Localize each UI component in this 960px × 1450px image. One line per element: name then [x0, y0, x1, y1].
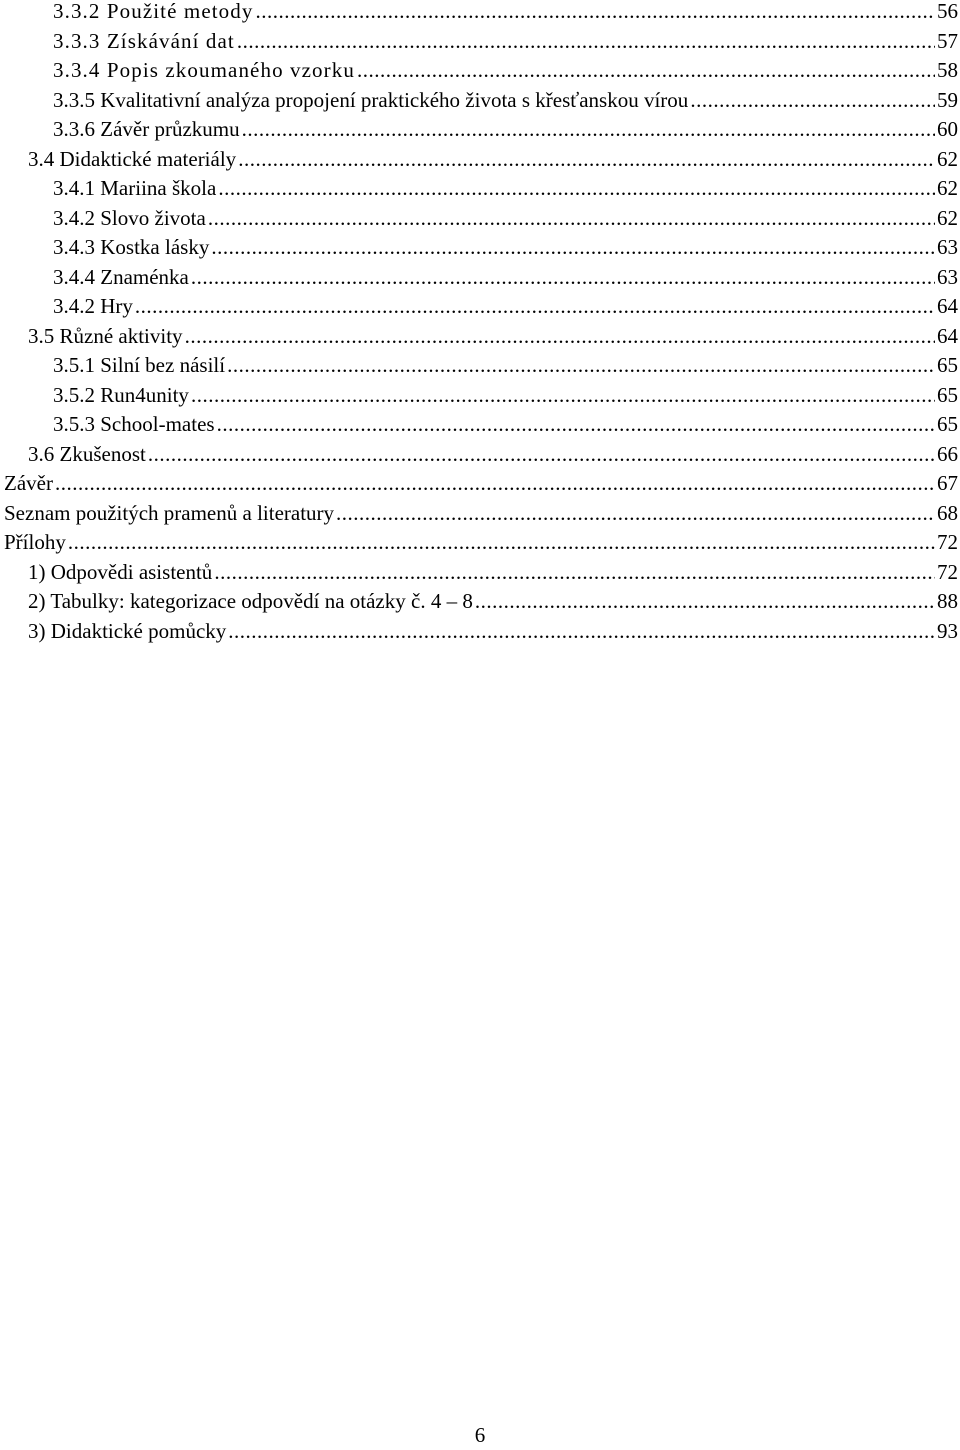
toc-entry [4, 469, 958, 499]
toc-entry-page: 64 [937, 323, 958, 348]
toc-entry-page: 65 [937, 412, 958, 436]
toc-entry-title: Závěr [4, 471, 53, 495]
toc-entry [4, 499, 958, 529]
toc-entry-title: 3.3.6 Závěr průzkumu [53, 117, 240, 141]
toc-entry-page: 58 [937, 58, 958, 82]
toc-entry [4, 263, 958, 293]
toc-entry-title: 3.5.3 School-mates [53, 412, 215, 436]
toc-leader-dots [191, 381, 935, 411]
toc-entry-title: 3.4.4 Znaménka [53, 264, 189, 289]
toc-entry-title: 1) Odpovědi asistentů [28, 559, 213, 584]
toc-leader-dots [68, 528, 935, 558]
toc-entry [4, 528, 958, 558]
toc-entry-page: 72 [937, 559, 958, 584]
toc-entry-page: 65 [937, 382, 958, 407]
toc-entry [4, 351, 958, 381]
toc-entry-page: 64 [937, 294, 958, 318]
toc-entry-title: 2) Tabulky: kategorizace odpovědí na otázky č. 4 – 8 [28, 589, 473, 613]
toc-entry-page: 62 [937, 146, 958, 171]
toc-entry-page: 62 [937, 205, 958, 230]
toc-entry-page: 68 [937, 500, 958, 525]
toc-entry [4, 204, 958, 234]
toc-entry-page: 66 [937, 441, 958, 466]
toc-entry [4, 292, 958, 322]
toc-entry-title: 3.3.5 Kvalitativní analýza propojení praktického života s křesťanskou vírou [53, 87, 689, 112]
toc-entry-title: 3.6 Zkušenost [28, 441, 146, 466]
toc-leader-dots [55, 469, 935, 499]
toc-leader-dots [208, 204, 935, 234]
toc-leader-dots [336, 499, 935, 529]
toc-entry-title: Přílohy [4, 530, 66, 554]
toc-leader-dots [227, 351, 935, 381]
toc-entry [4, 617, 958, 647]
toc-leader-dots [148, 440, 935, 470]
toc-entry [4, 174, 958, 204]
toc-leader-dots [135, 292, 935, 322]
toc-entry-title: 3.5 Různé aktivity [28, 323, 183, 348]
toc-entry-title: 3.3.3 Získávání dat [53, 28, 235, 53]
toc-entry [4, 27, 958, 57]
toc-entry [4, 86, 958, 116]
toc-entry-page: 93 [937, 618, 958, 643]
toc-entry-page: 60 [937, 117, 958, 141]
toc-entry [4, 145, 958, 175]
toc-entry-title: 3.5.1 Silní bez násilí [53, 353, 226, 377]
toc-entry-page: 63 [937, 235, 958, 259]
toc-entry-title: 3.4.2 Hry [53, 294, 133, 318]
toc-leader-dots [185, 322, 935, 352]
toc-leader-dots [475, 587, 935, 617]
toc-entry-title: 3.4.1 Mariina škola [53, 176, 217, 200]
toc-entry-title: Seznam použitých pramenů a literatury [4, 500, 335, 525]
page-number: 6 [474, 1423, 486, 1447]
toc-entry [4, 558, 958, 588]
table-of-contents [4, 0, 958, 646]
toc-entry-page: 59 [937, 87, 958, 112]
toc-leader-dots [214, 558, 935, 588]
toc-entry-title: 3.3.4 Popis zkoumaného vzorku [53, 58, 355, 82]
toc-entry-title: 3.4 Didaktické materiály [28, 146, 237, 171]
toc-entry-page: 63 [937, 264, 958, 289]
toc-leader-dots [211, 233, 935, 263]
toc-entry [4, 381, 958, 411]
toc-entry [4, 587, 958, 617]
toc-entry [4, 410, 958, 440]
toc-leader-dots [191, 263, 935, 293]
toc-leader-dots [255, 0, 935, 27]
toc-entry-page: 56 [937, 0, 958, 23]
toc-leader-dots [238, 145, 935, 175]
toc-leader-dots [217, 410, 935, 440]
toc-leader-dots [357, 56, 935, 86]
toc-entry [4, 233, 958, 263]
toc-entry [4, 115, 958, 145]
toc-entry-page: 65 [937, 353, 958, 377]
toc-entry-page: 88 [937, 589, 958, 613]
toc-leader-dots [690, 86, 935, 116]
toc-entry [4, 0, 958, 27]
toc-leader-dots [242, 115, 935, 145]
toc-entry-page: 57 [937, 28, 958, 53]
toc-entry [4, 440, 958, 470]
toc-entry-title: 3.3.2 Použité metody [53, 0, 254, 23]
toc-entry [4, 56, 958, 86]
toc-leader-dots [237, 27, 935, 57]
toc-leader-dots [218, 174, 935, 204]
toc-entry-title: 3.4.2 Slovo života [53, 205, 206, 230]
toc-entry-page: 67 [937, 471, 958, 495]
toc-entry-title: 3.4.3 Kostka lásky [53, 235, 210, 259]
toc-leader-dots [228, 617, 935, 647]
toc-entry [4, 322, 958, 352]
toc-entry-page: 62 [937, 176, 958, 200]
toc-entry-title: 3.5.2 Run4unity [53, 382, 189, 407]
toc-entry-page: 72 [937, 530, 958, 554]
toc-entry-title: 3) Didaktické pomůcky [28, 618, 227, 643]
